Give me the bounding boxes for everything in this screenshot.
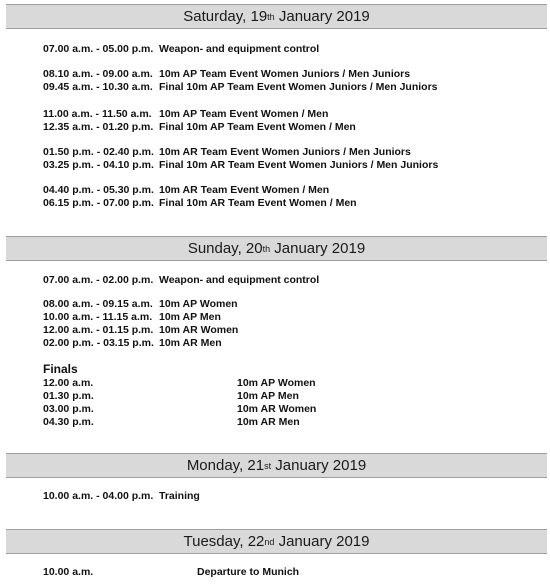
row-time: 09.45 a.m. - 10.30 a.m. xyxy=(43,81,153,93)
schedule-row xyxy=(43,159,438,172)
row-time: 03.25 p.m. - 04.10 p.m. xyxy=(43,159,154,171)
row-event: Final 10m AR Team Event Women Juniors / Men Juniors xyxy=(159,159,439,171)
day-title xyxy=(188,240,365,257)
day-title xyxy=(183,8,370,25)
schedule-row xyxy=(43,121,356,134)
schedule-row xyxy=(43,274,319,287)
day-title-suffix: th xyxy=(267,12,275,22)
row-time: 06.15 p.m. - 07.00 p.m. xyxy=(43,197,154,209)
day-header-saturday xyxy=(6,4,547,29)
day-header-tuesday xyxy=(6,529,547,554)
day-header-sunday xyxy=(6,236,547,261)
day-title-weekday: Saturday, 19 xyxy=(183,8,268,25)
day-title xyxy=(187,457,366,474)
schedule-row xyxy=(43,43,319,56)
day-title-weekday: Tuesday, 22 xyxy=(183,533,265,550)
finals-row xyxy=(43,403,316,416)
row-time: 12.00 a.m. - 01.15 p.m. xyxy=(43,324,154,336)
row-time: 01.50 p.m. - 02.40 p.m. xyxy=(43,146,154,158)
row-time: 10.00 a.m. xyxy=(43,566,94,578)
row-time: 07.00 a.m. - 05.00 p.m. xyxy=(43,43,154,55)
finals-event: 10m AR Men xyxy=(237,416,300,428)
row-event: Departure to Munich xyxy=(197,566,300,578)
day-title-suffix: nd xyxy=(264,537,275,547)
finals-row xyxy=(43,416,300,429)
finals-event: 10m AR Women xyxy=(237,403,317,415)
day-header-monday xyxy=(6,453,547,478)
day-title-weekday: Sunday, 20 xyxy=(187,240,263,257)
row-time: 04.40 p.m. - 05.30 p.m. xyxy=(43,184,154,196)
day-title xyxy=(184,533,370,550)
row-time: 10.00 a.m. - 04.00 p.m. xyxy=(43,490,154,502)
schedule-row xyxy=(43,337,222,350)
schedule-row xyxy=(43,298,238,311)
day-title-rest: January 2019 xyxy=(270,240,366,257)
schedule-row xyxy=(43,324,238,337)
row-event: Weapon- and equipment control xyxy=(159,274,320,286)
schedule-row xyxy=(43,197,357,210)
finals-time: 03.00 p.m. xyxy=(43,403,94,415)
finals-event: 10m AP Men xyxy=(237,390,299,402)
row-time: 08.00 a.m. - 09.15 a.m. xyxy=(43,298,153,310)
row-time: 02.00 p.m. - 03.15 p.m. xyxy=(43,337,154,349)
finals-row xyxy=(43,390,299,403)
schedule-row xyxy=(43,81,438,94)
row-event: Final 10m AR Team Event Women / Men xyxy=(159,197,357,209)
row-event: 10m AP Team Event Women Juniors / Men Juniors xyxy=(159,68,411,80)
finals-heading: Finals xyxy=(43,362,78,376)
day-title-suffix: st xyxy=(264,461,272,471)
row-event: Final 10m AP Team Event Women / Men xyxy=(159,121,356,133)
row-event: 10m AP Men xyxy=(159,311,221,323)
row-time: 10.00 a.m. - 11.15 a.m. xyxy=(43,311,153,323)
row-event: 10m AP Women xyxy=(159,298,238,310)
row-event: 10m AP Team Event Women / Men xyxy=(159,108,329,120)
day-title-rest: January 2019 xyxy=(274,8,370,25)
day-title-rest: January 2019 xyxy=(274,533,370,550)
schedule-row xyxy=(43,184,329,197)
schedule-row xyxy=(43,146,411,159)
day-title-rest: January 2019 xyxy=(271,457,367,474)
finals-time: 12.00 a.m. xyxy=(43,377,94,389)
schedule-row xyxy=(43,108,328,121)
row-time: 08.10 a.m. - 09.00 a.m. xyxy=(43,68,153,80)
finals-time: 01.30 p.m. xyxy=(43,390,94,402)
row-event: 10m AR Team Event Women Juniors / Men Juniors xyxy=(159,146,411,158)
schedule-row xyxy=(43,490,200,503)
row-event: 10m AR Women xyxy=(159,324,239,336)
row-time: 12.35 a.m. - 01.20 p.m. xyxy=(43,121,154,133)
schedule-row xyxy=(43,311,221,324)
row-time: 07.00 a.m. - 02.00 p.m. xyxy=(43,274,154,286)
row-time: 11.00 a.m. - 11.50 a.m. xyxy=(43,108,152,120)
finals-event: 10m AP Women xyxy=(237,377,316,389)
schedule-row xyxy=(43,68,410,81)
day-title-weekday: Monday, 21 xyxy=(186,457,265,474)
row-event: Final 10m AP Team Event Women Juniors / Men Juniors xyxy=(159,81,438,93)
schedule-row xyxy=(43,566,299,579)
row-event: 10m AR Men xyxy=(159,337,222,349)
row-event: Training xyxy=(159,490,200,502)
finals-time: 04.30 p.m. xyxy=(43,416,94,428)
row-event: Weapon- and equipment control xyxy=(159,43,320,55)
row-event: 10m AR Team Event Women / Men xyxy=(159,184,330,196)
finals-row xyxy=(43,377,316,390)
day-title-suffix: th xyxy=(262,244,271,254)
